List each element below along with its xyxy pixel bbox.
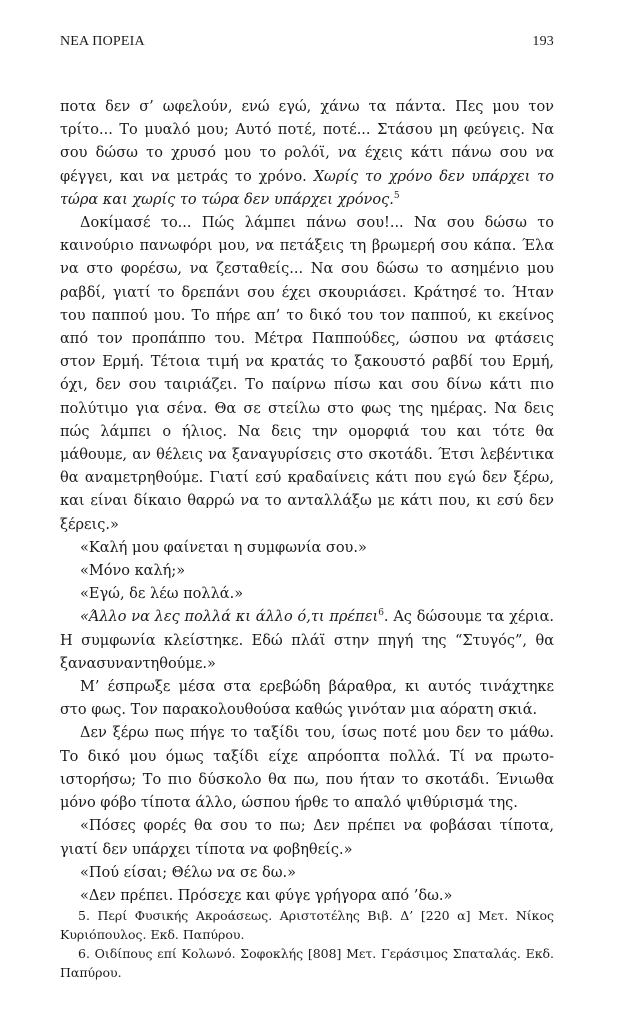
text-segment: ποτα δεν σ’ ωφελούν, ενώ εγώ, χάνω τα πάντα. Πες μου τον τρίτο... Το μυαλό μου; Αυτό ποτέ, ποτέ... Στάσου μη φεύγεις. Να σου δώσω το χρυσό μου το ρολόϊ, να έχεις κάτι πάνω σου να φέγγει, και να μετράς το χρόνο. xyxy=(60,99,554,185)
paragraph-p10 xyxy=(60,862,554,885)
text-segment: «Δεν πρέπει. Πρόσεχε και φύγε γρήγορα από ’δω.» xyxy=(80,887,453,904)
footnote-marker: 6 xyxy=(378,608,384,619)
paragraph-p2 xyxy=(60,212,554,537)
text-segment: «Μόνο καλή;» xyxy=(80,563,186,580)
paragraph-p7 xyxy=(60,676,554,722)
text-segment: «Καλή μου φαίνεται η συμφωνία σου.» xyxy=(80,539,367,556)
paragraph-p5 xyxy=(60,583,554,606)
paragraph-p9 xyxy=(60,815,554,861)
main-text xyxy=(60,96,554,908)
paragraph-p1 xyxy=(60,96,554,212)
footnote-fn6: 6. Οιδίπους επί Κολωνό. Σοφοκλής [808] Μετ. Γεράσιμος Σπαταλάς. Εκδ. Παπύρου. xyxy=(60,946,554,980)
footnote-marker: 5 xyxy=(393,190,400,201)
text-segment: Χωρίς το χρόνο δεν υπάρχει το τώρα και χωρίς το τώρα δεν υπάρχει χρόνος. xyxy=(60,168,554,208)
paragraph-p8 xyxy=(60,722,554,815)
page-header xyxy=(60,34,554,50)
footnote-fn5: 5. Περί Φυσικής Ακροάσεως. Αριστοτέλης Βιβ. Δ’ [220 α] Μετ. Νίκος Κυριόπουλος. Εκδ. Παπύρου. xyxy=(60,908,554,942)
text-segment: «Εγώ, δε λέω πολλά.» xyxy=(80,586,244,603)
text-segment: Δεν ξέρω πως πήγε το ταξίδι του, ίσως ποτέ μου δεν το μάθω. Το δικό μου όμως ταξίδι είχε απρόοπτα πολλά. Τί να πρωτο-ιστορήσω; Το πιο δύσκολο θα πω, που ήταν το σκοτάδι. Ένιωθα μόνο φόβο τίποτα άλλο, ώσπου ήρθε το απαλό ψιθύρισμά της. xyxy=(60,725,554,812)
running-title: ΝΕΑ ΠΟΡΕΙΑ xyxy=(60,34,145,49)
text-segment: Μ’ έσπρωξε μέσα στα ερεβώδη βάραθρα, κι αυτός τινάχτηκε στο φως. Τον παρακολουθούσα καθώς γινόταν μια αόρατη σκιά. xyxy=(60,679,554,719)
footnotes xyxy=(60,906,554,982)
text-segment: «Άλλο να λες πολλά κι άλλο ό,τι πρέπει xyxy=(80,609,379,626)
paragraph-p11 xyxy=(60,885,554,908)
text-segment: Δοκίμασέ το... Πώς λάμπει πάνω σου!... Να σου δώσω το καινούριο πανωφόρι μου, να πετάξεις τη βρωμερή σου κάπα. Έλα να στο φορέσω, να ζεσταθείς... Να σου δώσω το ασημένιο μου ραβδί, γιατί το δρεπάνι σου έχει σκουριάσει. Κράτησέ το. Ήταν του παππού μου. Το πήρε απ’ το δικό του τον παππού, κι εκείνος από τον προπάππο του. Μέτρα Παππούδες, ώσπου να φτάσεις στον Ερμή. Τέτοια τιμή να κρατάς το ξακουστό ραβδί του Ερμή, όχι, δεν σου ταιριάζει. Το παίρνω πίσω και σου δίνω κάτι πιο πολύτιμο για σένα. Θα σε στείλω στο φως της ημέρας. Να δεις πώς λάμπει ο ήλιος. Να δεις την ομορφιά του και τότε θα μάθουμε, αν θέλεις να ξαναγυρίσεις στο σκοτάδι. Έτσι λεβέντικα θα αναμετρηθούμε. Γιατί εσύ κραδαίνεις κάτι που εγώ δεν ξέρω, και είναι δίκαιο θαρρώ να το ανταλλάξω με κάτι που, κι εσύ δεν ξέρεις.» xyxy=(60,215,554,533)
text-segment: «Πόσες φορές θα σου το πω; Δεν πρέπει να φοβάσαι τίποτα, γιατί δεν υπάρχει τίποτα να φοβηθείς.» xyxy=(60,818,554,858)
paragraph-p3 xyxy=(60,537,554,560)
text-segment: «Πού είσαι; Θέλω να σε δω.» xyxy=(80,864,297,881)
text-segment: . Ας δώσουμε τα χέρια. Η συμφωνία κλείστηκε. Εδώ πλάϊ στην πηγή της “Στυγός”, θα ξανασυναντηθούμε.» xyxy=(60,609,554,672)
paragraph-p4 xyxy=(60,560,554,583)
paragraph-p6 xyxy=(60,606,554,676)
page-number: 193 xyxy=(532,34,554,49)
